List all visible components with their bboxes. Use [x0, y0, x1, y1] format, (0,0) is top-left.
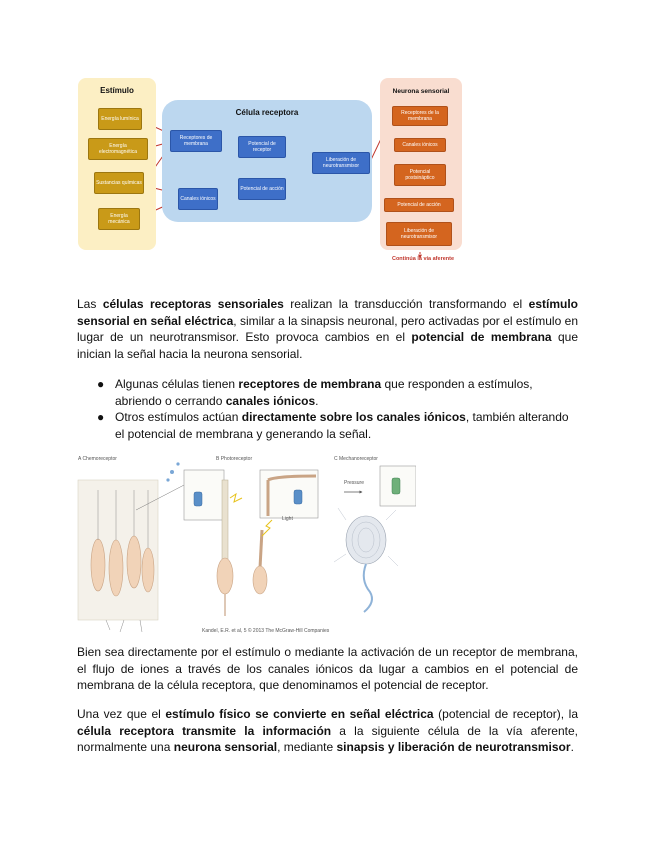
pressure-label: Pressure [344, 480, 365, 486]
continuation-label: Continúa la vía aferente [391, 256, 455, 262]
bullet-dot-icon: ● [97, 377, 105, 391]
neuron-neurotransmitter-release: Liberación de neurotransmisor [386, 222, 452, 246]
p3-text-1: Una vez que el [77, 707, 166, 721]
bullet-item [77, 409, 578, 442]
bullet-1-text-1: Algunas células tienen [115, 377, 239, 391]
p1-bold-1: células receptoras sensoriales [102, 297, 284, 311]
light-label: Light [282, 516, 293, 522]
cell-action-potential: Potencial de acción [238, 178, 286, 200]
bullet-dot-icon: ● [97, 410, 105, 424]
bullet-2-text-1: Otros estímulos actúan [115, 410, 242, 424]
stimulus-chemical: Sustancias químicas [94, 172, 144, 194]
bullet-2-bold-1: directamente sobre los canales iónicos [241, 410, 466, 424]
receptor-illustration [76, 450, 416, 640]
stimulus-mechanical: Energía mecánica [98, 208, 140, 230]
cell-neurotransmitter-release: Liberación de neurotransmisor [312, 152, 370, 174]
stimulus-electromagnetic: Energía electromagnética [88, 138, 148, 160]
receptor-types-figure [76, 450, 416, 640]
bullet-item [77, 376, 578, 409]
stimulus-title: Estímulo [100, 86, 134, 95]
p1-bold-3: potencial de membrana [411, 330, 552, 344]
p3-bold-3: neurona sensorial [173, 740, 278, 754]
intro-paragraph [77, 296, 578, 362]
p3-bold-1: estímulo físico se convierte en señal eléctrica [165, 707, 434, 721]
receptor-potential-paragraph: Bien sea directamente por el estímulo o mediante la activación de un receptor de membrana, el flujo de iones a través de los canales iónicos da lugar a cambios en el potencial de membrana de la célula receptora, que denominamos el potencial de receptor. [77, 645, 578, 692]
photoreceptor-drawing [217, 470, 318, 616]
neuron-action-potential: Potencial de acción [384, 198, 454, 212]
p3-text-2: (potencial de receptor), la [433, 707, 578, 721]
neuron-membrane-receptors: Receptores de la membrana [392, 106, 448, 126]
p1-bold-2: estímulo sensorial en señal eléctrica [77, 297, 578, 328]
stimulus-light: Energía lumínica [98, 108, 142, 130]
bullet-1-bold-1: receptores de membrana [238, 377, 382, 391]
sensory-neuron-title: Neurona sensorial [392, 88, 450, 95]
p3-text-5: . [570, 740, 574, 754]
cell-receptor-potential: Potencial de receptor [238, 136, 286, 158]
transduction-diagram [76, 76, 466, 282]
panel-b-label: B Photoreceptor [216, 456, 253, 462]
p1-text-4: que inician la señal hacia la neurona sensorial. [77, 330, 578, 361]
bullet-2-text-2: , también alterando el potencial de membrana y generando la señal. [115, 410, 569, 441]
bullet-1-text-3: . [315, 393, 319, 408]
panel-c-label: C Mechanoreceptor [334, 456, 378, 462]
transmission-paragraph [77, 706, 578, 756]
p3-text-4: , mediante [277, 740, 337, 754]
p1-text-2: realizan la transducción transformando el [283, 297, 529, 311]
p1-text-1: Las [77, 297, 103, 311]
receptor-cell-title: Célula receptora [235, 108, 299, 117]
cell-membrane-receptors: Receptores de membrana [170, 130, 222, 152]
p3-bold-4: sinapsis y liberación de neurotransmisor [336, 740, 571, 754]
bullet-1-bold-2: canales iónicos [225, 393, 316, 408]
figure-credit: Kandel, E.R. et al, 5 © 2013 The McGraw-Hill Companies [202, 628, 330, 634]
panel-a-label: A Chemoreceptor [78, 456, 117, 462]
p1-text-3: , similar a la sinapsis neuronal, pero activadas por el estímulo en lugar de un neurotransmisor. Esto provoca cambios en el [77, 313, 578, 344]
chemoreceptor-drawing [78, 462, 224, 632]
neuron-ion-channels: Canales iónicos [394, 138, 446, 152]
bullet-1-text-2: que responden a estímulos, abriendo o cerrando [115, 377, 533, 408]
mechanoreceptor-drawing [334, 466, 416, 612]
bullet-list [77, 376, 578, 442]
cell-ion-channels: Canales iónicos [178, 188, 218, 210]
p3-bold-2: célula receptora transmite la información [77, 723, 332, 738]
p3-text-3: a la siguiente célula de la vía aferente, normalmente una [77, 723, 579, 754]
neuron-postsynaptic-potential: Potencial postsináptico [394, 164, 446, 186]
